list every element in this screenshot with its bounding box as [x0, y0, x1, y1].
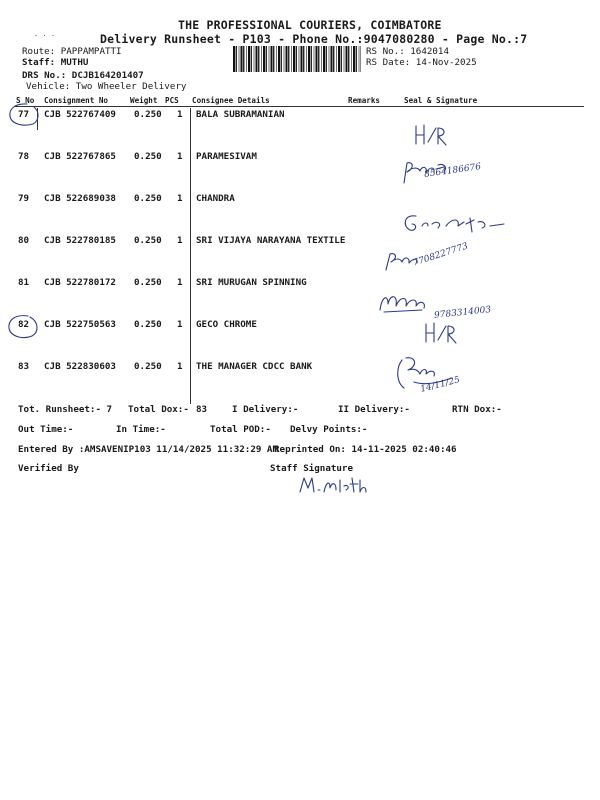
row-consignment: CJB 522689038: [44, 193, 116, 204]
col-remarks: Remarks: [348, 96, 381, 105]
runsheet-subtitle: Delivery Runsheet - P103 - Phone No.:9047080280 - Page No.:7: [100, 32, 528, 46]
tot-runsheet: Tot. Runsheet:- 7: [18, 404, 113, 415]
row-weight: 0.250: [134, 109, 162, 120]
handwritten-phone-80: 7708227773: [411, 241, 470, 269]
i-delivery: I Delivery:-: [232, 404, 299, 415]
row-pcs: 1: [177, 151, 183, 162]
circle-mark-82: [6, 313, 40, 341]
handwritten-phone-82: 9783314003: [433, 305, 492, 321]
row-pcs: 1: [177, 193, 183, 204]
route-field: Route: PAPPAMPATTI: [22, 46, 122, 57]
row-consignment: CJB 522780172: [44, 277, 116, 288]
column-separator: [190, 108, 191, 404]
row-weight: 0.250: [134, 277, 162, 288]
row-pcs: 1: [177, 361, 183, 372]
header-divider: [14, 106, 584, 107]
row-sno: 80: [18, 235, 30, 246]
company-title: THE PROFESSIONAL COURIERS, COIMBATORE: [178, 18, 442, 32]
staff-signature: [296, 472, 370, 498]
row-pcs: 1: [177, 277, 183, 288]
handwritten-phone-78: 8564186676: [423, 162, 482, 180]
row-weight: 0.250: [134, 193, 162, 204]
delvy-points: Delvy Points:-: [290, 424, 368, 435]
rs-date: RS Date: 14-Nov-2025: [366, 57, 477, 68]
vehicle-field: Vehicle: Two Wheeler Delivery: [26, 81, 187, 92]
row-consignment: CJB 522767409: [44, 109, 116, 120]
row-sno: 79: [18, 193, 30, 204]
barcode-image: [233, 46, 361, 72]
row-weight: 0.250: [134, 151, 162, 162]
signature-81: [376, 290, 430, 316]
row-consignment: CJB 522767865: [44, 151, 116, 162]
drs-field: DRS No.: DCJB164201407: [22, 70, 144, 81]
row-sno: 82: [18, 319, 30, 330]
row-sno: 81: [18, 277, 30, 288]
in-time: In Time:-: [116, 424, 166, 435]
row-sno: 83: [18, 361, 30, 372]
row-pcs: 1: [177, 109, 183, 120]
row-consignment: CJB 522830603: [44, 361, 116, 372]
row-consignee: BALA SUBRAMANIAN: [196, 109, 285, 120]
staff-signature-label: Staff Signature: [270, 463, 353, 474]
row-pcs: 1: [177, 235, 183, 246]
rs-number: RS No.: 1642014: [366, 46, 449, 57]
row-pcs: 1: [177, 319, 183, 330]
row-consignment: CJB 522750563: [44, 319, 116, 330]
total-pod: Total POD:-: [210, 424, 271, 435]
handwritten-date-83: 14/11/25: [419, 375, 462, 395]
signature-77: [412, 122, 458, 148]
col-weight: Weight: [130, 96, 158, 105]
col-seal: Seal & Signature: [404, 96, 478, 105]
row-consignee: GECO CHROME: [196, 319, 257, 330]
row-consignee: PARAMESIVAM: [196, 151, 257, 162]
total-dox-value: 83: [196, 404, 208, 415]
row-sno: 77: [18, 109, 30, 120]
ii-delivery: II Delivery:-: [338, 404, 410, 415]
verified-by: Verified By: [18, 463, 79, 474]
out-time: Out Time:-: [18, 424, 74, 435]
col-pcs: PCS: [165, 96, 179, 105]
row-consignee: CHANDRA: [196, 193, 235, 204]
total-dox-label: Total Dox:-: [128, 404, 189, 415]
staff-field: Staff: MUTHU: [22, 57, 89, 68]
rtn-dox: RTN Dox:-: [452, 404, 502, 415]
circle-mark-77: [7, 102, 41, 128]
signature-82: [422, 320, 468, 346]
signature-80-a: [400, 210, 510, 246]
row-consignment: CJB 522780185: [44, 235, 116, 246]
row-weight: 0.250: [134, 361, 162, 372]
row-weight: 0.250: [134, 319, 162, 330]
row-consignee: SRI VIJAYA NARAYANA TEXTILE: [196, 235, 346, 246]
row-weight: 0.250: [134, 235, 162, 246]
row-consignee: THE MANAGER CDCC BANK: [196, 361, 313, 372]
col-consignment: Consignment No: [44, 96, 109, 105]
row-consignee: SRI MURUGAN SPINNING: [196, 277, 307, 288]
col-consignee: Consignee Details: [192, 96, 270, 105]
entered-by: Entered By :AMSAVENIP103 11/14/2025 11:32:29 AM: [18, 444, 278, 455]
row-sno: 78: [18, 151, 30, 162]
col-sno: S No: [16, 96, 35, 105]
scan-mark: - · ·: [34, 32, 56, 40]
reprinted-on: Reprinted On: 14-11-2025 02:40:46: [274, 444, 457, 455]
